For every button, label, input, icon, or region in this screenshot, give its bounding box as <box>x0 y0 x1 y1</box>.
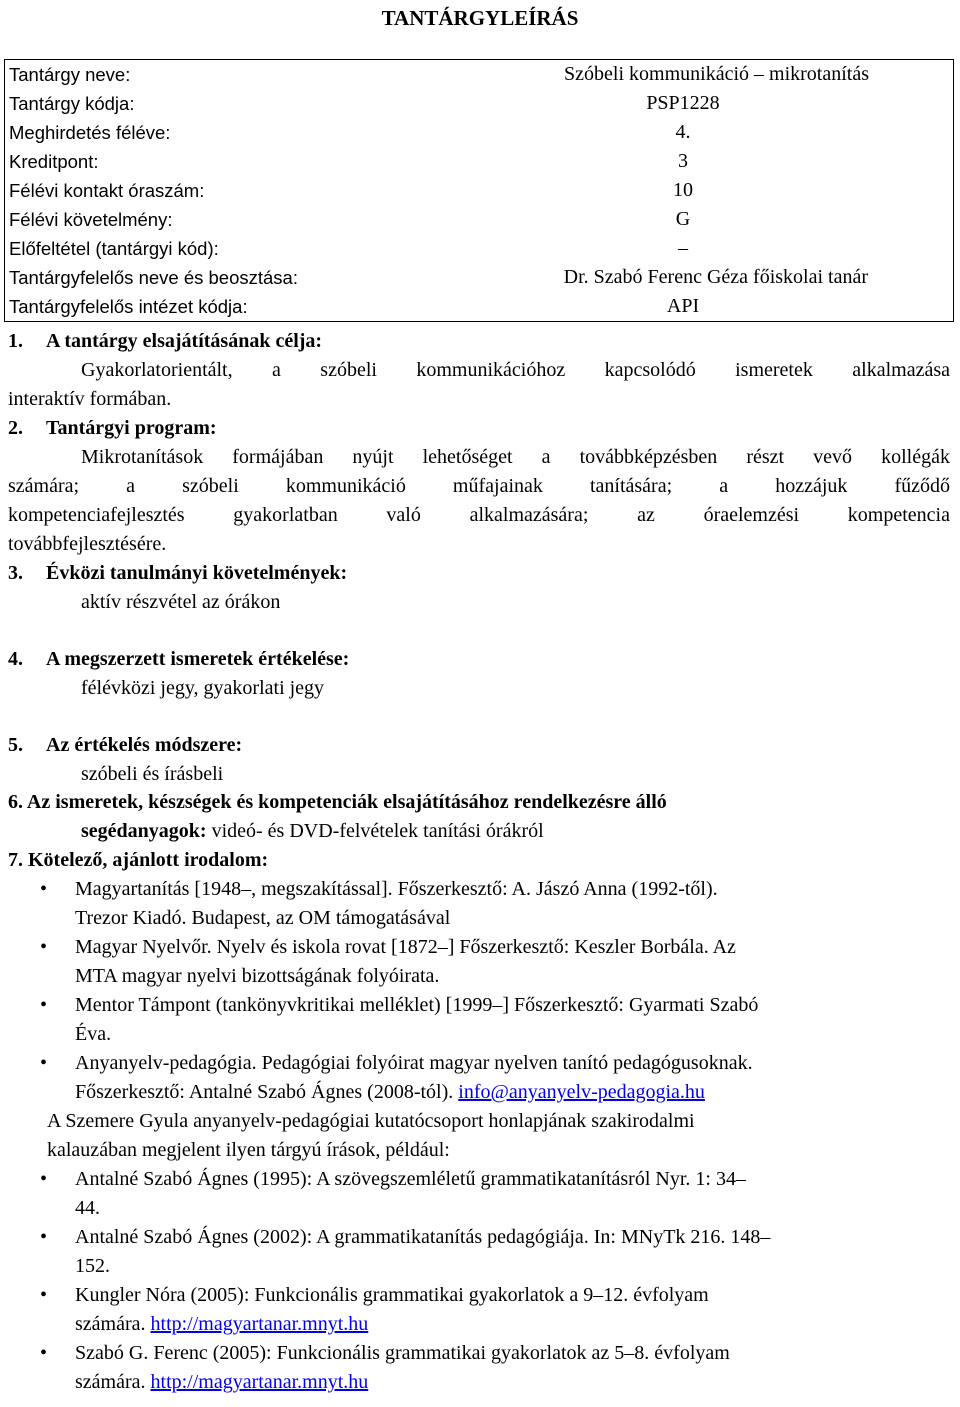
row-value: 3 <box>678 150 688 172</box>
section-heading: 1. A tantárgy elsajátításának célja: <box>8 330 323 352</box>
section-text: Gyakorlatorientált, a szóbeli kommunikációhoz kapcsolódó ismeretek alkalmazása <box>81 359 950 381</box>
table-row <box>5 147 954 176</box>
bullet-icon: • <box>40 1226 48 1248</box>
section-heading: 6. Az ismeretek, készségek és kompetenciák elsajátításához rendelkezésre álló <box>8 791 667 813</box>
row-label: Tantárgyfelelős neve és beosztása: <box>9 267 298 288</box>
table-row <box>5 60 954 90</box>
literature-list <box>0 875 950 1107</box>
row-value: PSP1228 <box>646 92 720 114</box>
row-label: Tantárgy kódja: <box>9 93 135 114</box>
section-heading: 5. Az értékelés módszere: <box>8 734 243 756</box>
list-item: • Magyar Nyelvőr. Nyelv és iskola rovat [1872–] Főszerkesztő: Keszler Borbála. Az MTA magyar nyelvi bizottságának folyóirata. <box>0 933 950 991</box>
section-text: szóbeli és írásbeli <box>81 763 224 785</box>
table-row <box>5 89 954 118</box>
table-row <box>5 263 954 292</box>
bullet-icon: • <box>40 1342 48 1364</box>
row-label: Tantárgyfelelős intézet kódja: <box>9 296 248 317</box>
table-row <box>5 292 954 322</box>
section-text: számára; a szóbeli kommunikáció műfajainak tanítására; a hozzájuk fűződő <box>8 475 950 497</box>
row-label: Előfeltétel (tantárgyi kód): <box>9 238 219 259</box>
website-link[interactable]: http://magyartanar.mnyt.hu <box>150 1313 369 1335</box>
bullet-icon: • <box>40 878 48 900</box>
row-value: – <box>678 237 688 259</box>
row-label: Tantárgy neve: <box>9 64 131 85</box>
list-item: • Magyartanítás [1948–, megszakítással]. Főszerkesztő: A. Jászó Anna (1992-től). Trezor Kiadó. Budapest, az OM támogatásával <box>0 875 950 933</box>
section-method <box>8 731 950 789</box>
row-value: 10 <box>673 179 693 201</box>
section-heading: 2. Tantárgyi program: <box>8 417 217 439</box>
row-value: Szóbeli kommunikáció – mikrotanítás <box>564 63 869 85</box>
bullet-icon: • <box>40 1284 48 1306</box>
document-title: TANTÁRGYLEÍRÁS <box>381 6 579 30</box>
section-literature <box>8 846 950 875</box>
list-item: • Antalné Szabó Ágnes (2002): A grammatikatanítás pedagógiája. In: MNyTk 216. 148– 152. <box>0 1223 950 1281</box>
table-row <box>5 205 954 234</box>
bullet-icon: • <box>40 1168 48 1190</box>
section-text: aktív részvétel az órákon <box>81 591 281 613</box>
section-requirements <box>8 559 950 617</box>
row-value: API <box>666 295 700 317</box>
section-text: Mikrotanítások formájában nyújt lehetőséget a továbbképzésben részt vevő kollégák <box>81 446 950 468</box>
website-link[interactable]: http://magyartanar.mnyt.hu <box>150 1371 369 1393</box>
writings-list <box>0 1165 950 1397</box>
section-materials <box>8 788 950 846</box>
bullet-icon: • <box>40 994 48 1016</box>
table-row <box>5 118 954 147</box>
section-heading: 3. Évközi tanulmányi követelmények: <box>8 562 348 584</box>
list-item: • Mentor Támpont (tankönyvkritikai melléklet) [1999–] Főszerkesztő: Gyarmati Szabó Éva. <box>0 991 950 1049</box>
row-value: 4. <box>675 121 691 143</box>
section-goal <box>8 327 950 414</box>
row-value: Dr. Szabó Ferenc Géza főiskolai tanár <box>563 266 868 288</box>
bullet-icon: • <box>40 1052 48 1074</box>
row-label: Félévi követelmény: <box>9 209 173 230</box>
section-program <box>8 414 950 559</box>
course-info-table <box>4 59 954 322</box>
row-label: Meghirdetés féléve: <box>9 122 171 143</box>
list-item: • Szabó G. Ferenc (2005): Funkcionális grammatikai gyakorlatok az 5–8. évfolyam számára. http://magyartanar.mnyt.hu <box>0 1339 950 1397</box>
email-link[interactable]: info@anyanyelv-pedagogia.hu <box>458 1081 705 1103</box>
table-row <box>5 176 954 205</box>
table-row <box>5 234 954 263</box>
list-item: • Antalné Szabó Ágnes (1995): A szövegszemléletű grammatikatanításról Nyr. 1: 34– 44. <box>0 1165 950 1223</box>
section-text: félévközi jegy, gyakorlati jegy <box>81 677 325 699</box>
row-label: Félévi kontakt óraszám: <box>9 180 205 201</box>
section-text: továbbfejlesztésére. <box>8 533 167 555</box>
section-assessment <box>8 645 950 703</box>
section-text: kompetenciafejlesztés gyakorlatban való alkalmazására; az óraelemzési kompetencia <box>8 504 950 526</box>
section-heading: 4. A megszerzett ismeretek értékelése: <box>8 648 350 670</box>
bullet-icon: • <box>40 936 48 958</box>
list-item: • Kungler Nóra (2005): Funkcionális grammatikai gyakorlatok a 9–12. évfolyam számára. http://magyartanar.mnyt.hu <box>0 1281 950 1339</box>
section-heading: 7. Kötelező, ajánlott irodalom: <box>8 849 269 871</box>
szemere-paragraph: A Szemere Gyula anyanyelv-pedagógiai kutatócsoport honlapjának szakirodalmi kalauzában megjelent ilyen tárgyú írások, például: <box>47 1110 695 1161</box>
section-text: segédanyagok: videó- és DVD-felvételek tanítási órákról <box>81 820 544 842</box>
row-value: G <box>675 208 691 230</box>
section-text: interaktív formában. <box>8 388 172 410</box>
list-item: • Anyanyelv-pedagógia. Pedagógiai folyóirat magyar nyelven tanító pedagógusoknak. Főszerkesztő: Antalné Szabó Ágnes (2008-tól). info@anyanyelv-pedagogia.hu <box>0 1049 950 1107</box>
row-label: Kreditpont: <box>9 151 99 172</box>
